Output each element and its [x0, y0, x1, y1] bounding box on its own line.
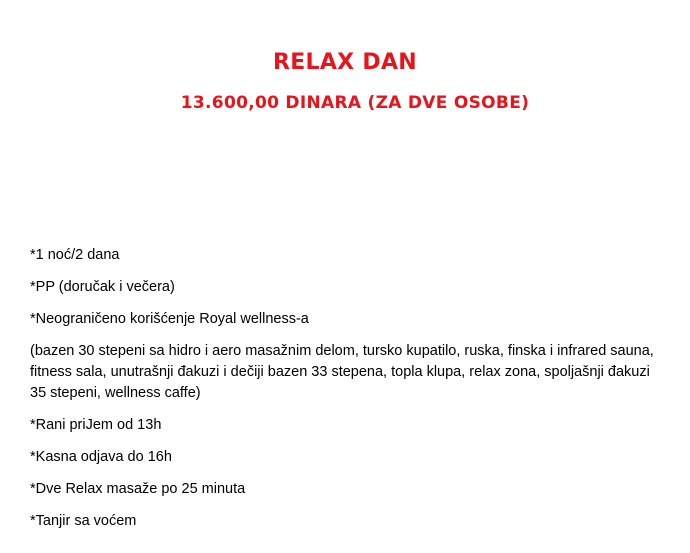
- list-item-late-checkout: *Kasna odjava do 16h: [30, 449, 172, 465]
- price-line: 13.600,00 DINARA (ZA DVE OSOBE): [180, 93, 530, 113]
- list-item-fruit-plate: *Tanjir sa voćem: [30, 513, 137, 529]
- list-item-massage: *Dve Relax masaže po 25 minuta: [30, 481, 246, 497]
- package-list: [30, 245, 660, 543]
- list-item-board: *PP (doručak i večera): [30, 279, 175, 295]
- list-item-early-checkin: *Rani priJem od 13h: [30, 417, 162, 433]
- list-item-stay: *1 noć/2 dana: [30, 247, 120, 263]
- list-item-wellness: *Neograničeno korišćenje Royal wellness-a: [30, 311, 309, 327]
- document-title: RELAX DAN: [272, 50, 418, 75]
- list-item-wellness-details: (bazen 30 stepeni sa hidro i aero masažnim delom, tursko kupatilo, ruska, finska i infrared sauna, fitness sala, unutrašnji đakuzi i dečiji bazen 33 stepena, topla klupa, relax zona, spoljašnji đakuzi 35 stepeni, wellness caffe): [30, 343, 654, 401]
